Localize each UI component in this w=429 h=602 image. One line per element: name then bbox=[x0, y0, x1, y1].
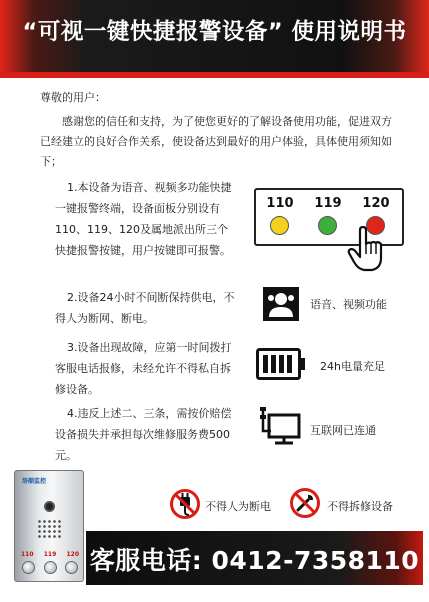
panel-label-120: 120 bbox=[362, 196, 390, 211]
speaker-grille bbox=[37, 519, 63, 539]
device-button-labels bbox=[21, 551, 79, 558]
device-button-110 bbox=[22, 561, 35, 574]
battery-full-icon bbox=[256, 348, 306, 380]
panel-button-119 bbox=[318, 216, 337, 235]
feature-label-network: 互联网已连通 bbox=[310, 424, 376, 437]
camera-icon bbox=[44, 501, 55, 512]
device-label-119: 119 bbox=[43, 551, 57, 558]
greeting: 尊敬的用户： bbox=[40, 91, 106, 104]
feature-label-battery: 24h电量充足 bbox=[320, 360, 385, 373]
device-brand: 洛顺监控 bbox=[22, 478, 47, 485]
panel-button-110 bbox=[270, 216, 289, 235]
panel-label-110: 110 bbox=[266, 196, 294, 211]
device-label-120: 120 bbox=[66, 551, 79, 558]
instruction-item-1: 1.本设备为语音、视频多功能快捷一键报警终端，设备面板分别设有110、119、120及属地派出所三个快捷报警按键，用户按键即可报警。 bbox=[55, 181, 232, 257]
device-buttons bbox=[22, 561, 78, 574]
prohibition-label-repair: 不得拆修设备 bbox=[327, 500, 393, 513]
network-connected-icon bbox=[259, 405, 301, 445]
feature-label-video: 语音、视频功能 bbox=[310, 298, 387, 311]
header-banner bbox=[0, 0, 429, 78]
page-title: “可视一键快捷报警设备” 使用说明书 bbox=[22, 19, 407, 45]
device-label-110: 110 bbox=[21, 551, 34, 558]
video-call-icon bbox=[263, 287, 299, 321]
service-hotline: 客服电话: 0412-7358110 bbox=[89, 546, 420, 575]
service-hotline-bar bbox=[86, 531, 423, 585]
device-button-120 bbox=[65, 561, 78, 574]
pointing-hand-icon bbox=[346, 226, 386, 272]
no-repair-icon bbox=[289, 487, 321, 519]
prohibition-label-unplug: 不得人为断电 bbox=[205, 500, 271, 513]
no-unplug-icon bbox=[169, 488, 201, 520]
alarm-device-image bbox=[14, 470, 84, 582]
instruction-item-4: 4.违反上述二、三条，需按价赔偿设备损失并承担每次维修服务费500元。 bbox=[55, 407, 232, 462]
device-button-119 bbox=[44, 561, 57, 574]
instruction-item-2: 2.设备24小时不间断保持供电，不得人为断网、断电。 bbox=[55, 291, 235, 325]
intro-paragraph: 感谢您的信任和支持，为了使您更好的了解设备使用功能，促进双方已经建立的良好合作关系，使设备达到最好的用户体验，具体使用须知如下； bbox=[40, 115, 392, 168]
instruction-item-3: 3.设备出现故障，应第一时间拨打客服电话报修，未经允许不得私自拆修设备。 bbox=[55, 341, 232, 396]
panel-label-119: 119 bbox=[314, 196, 342, 211]
